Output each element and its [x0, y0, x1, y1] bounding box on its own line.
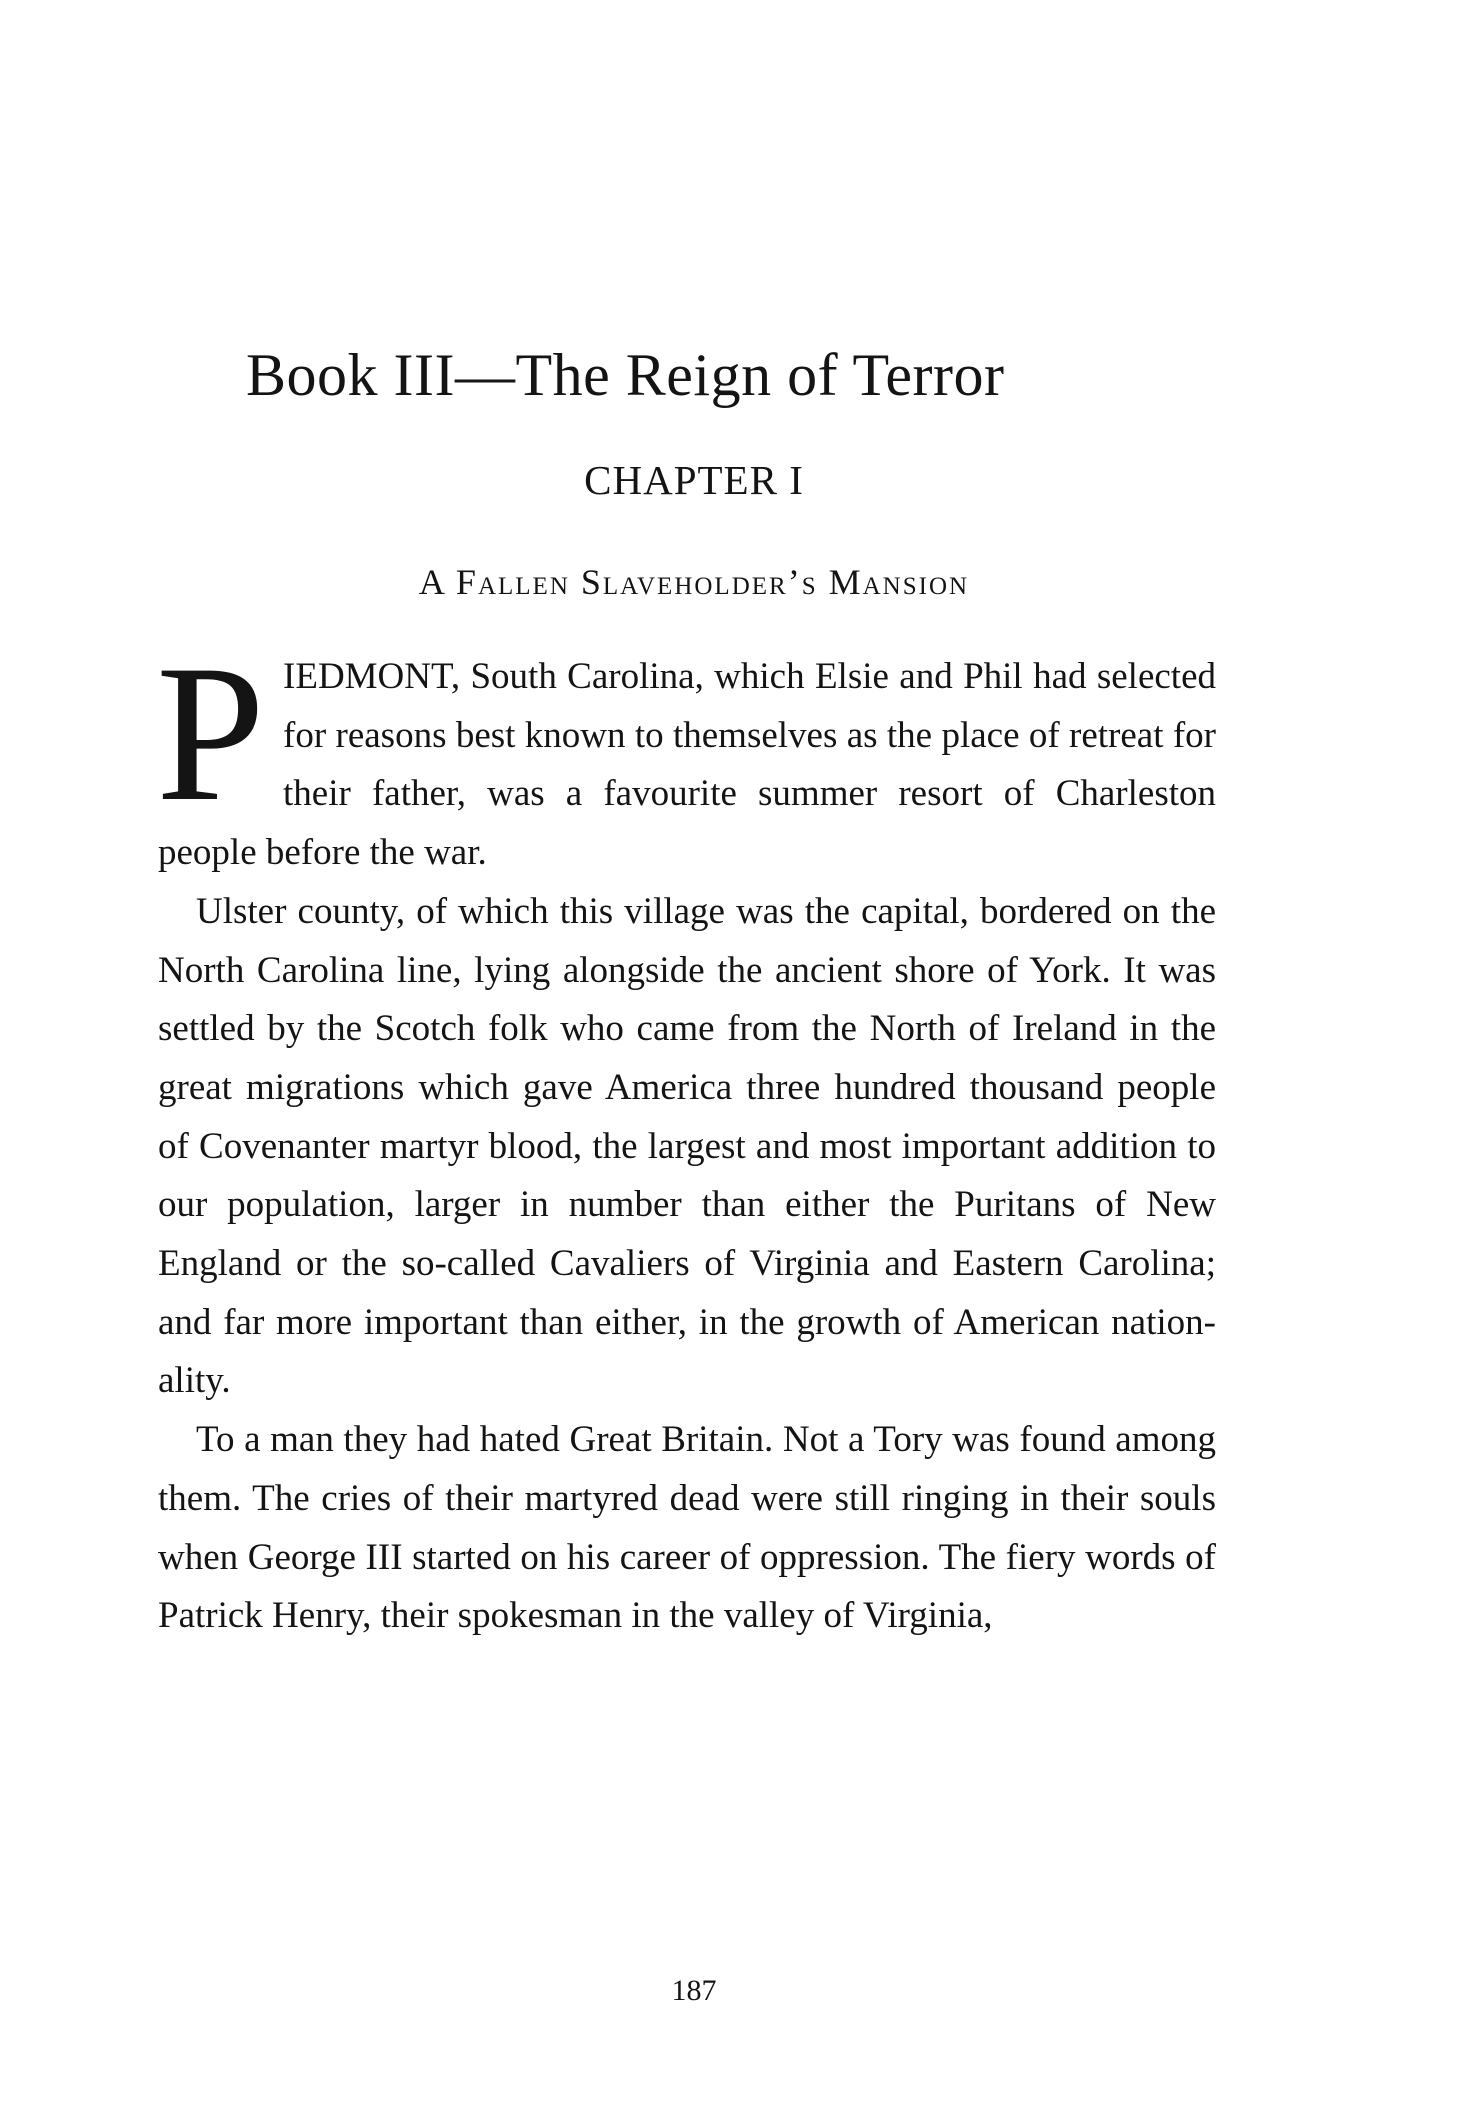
drop-cap: P	[156, 625, 266, 842]
book-title: Book III—The Reign of Terror	[246, 342, 1005, 408]
page-number: 187	[671, 1974, 717, 2007]
chapter-title: A Fallen Slaveholder’s Mansion	[418, 562, 970, 602]
chapter-number: CHAPTER I	[584, 457, 804, 503]
paragraph-text: IEDMONT, South Carolina, which Elsie and Phil had selected for reasons best known to themselves as the place of retreat for their father, was a favourite summer resort of Charleston people before the war.	[158, 656, 1216, 874]
body-text	[156, 625, 1216, 1646]
paragraph	[156, 625, 1216, 883]
paragraph: To a man they had hated Great Britain. Not a Tory was found among them. The cries of their martyred dead were still ringing in their souls when George III started on his career of oppression. The fiery words of Patrick Henry, their spokesman in the valley of Virginia,	[158, 1419, 1216, 1637]
paragraph: Ulster county, of which this village was the capital, bordered on the North Carolina line, lying alongside the ancient shore of York. It was settled by the Scotch folk who came from the North of Ireland in the great migrations which gave America three hundred thousand people of Covenanter martyr blood, the largest and most important addition to our population, larger in number than either the Puritans of New England or the so-called Cavaliers of Virginia and Eastern Carolina; and far more important than either, in the growth of American nationality.	[158, 890, 1216, 1402]
